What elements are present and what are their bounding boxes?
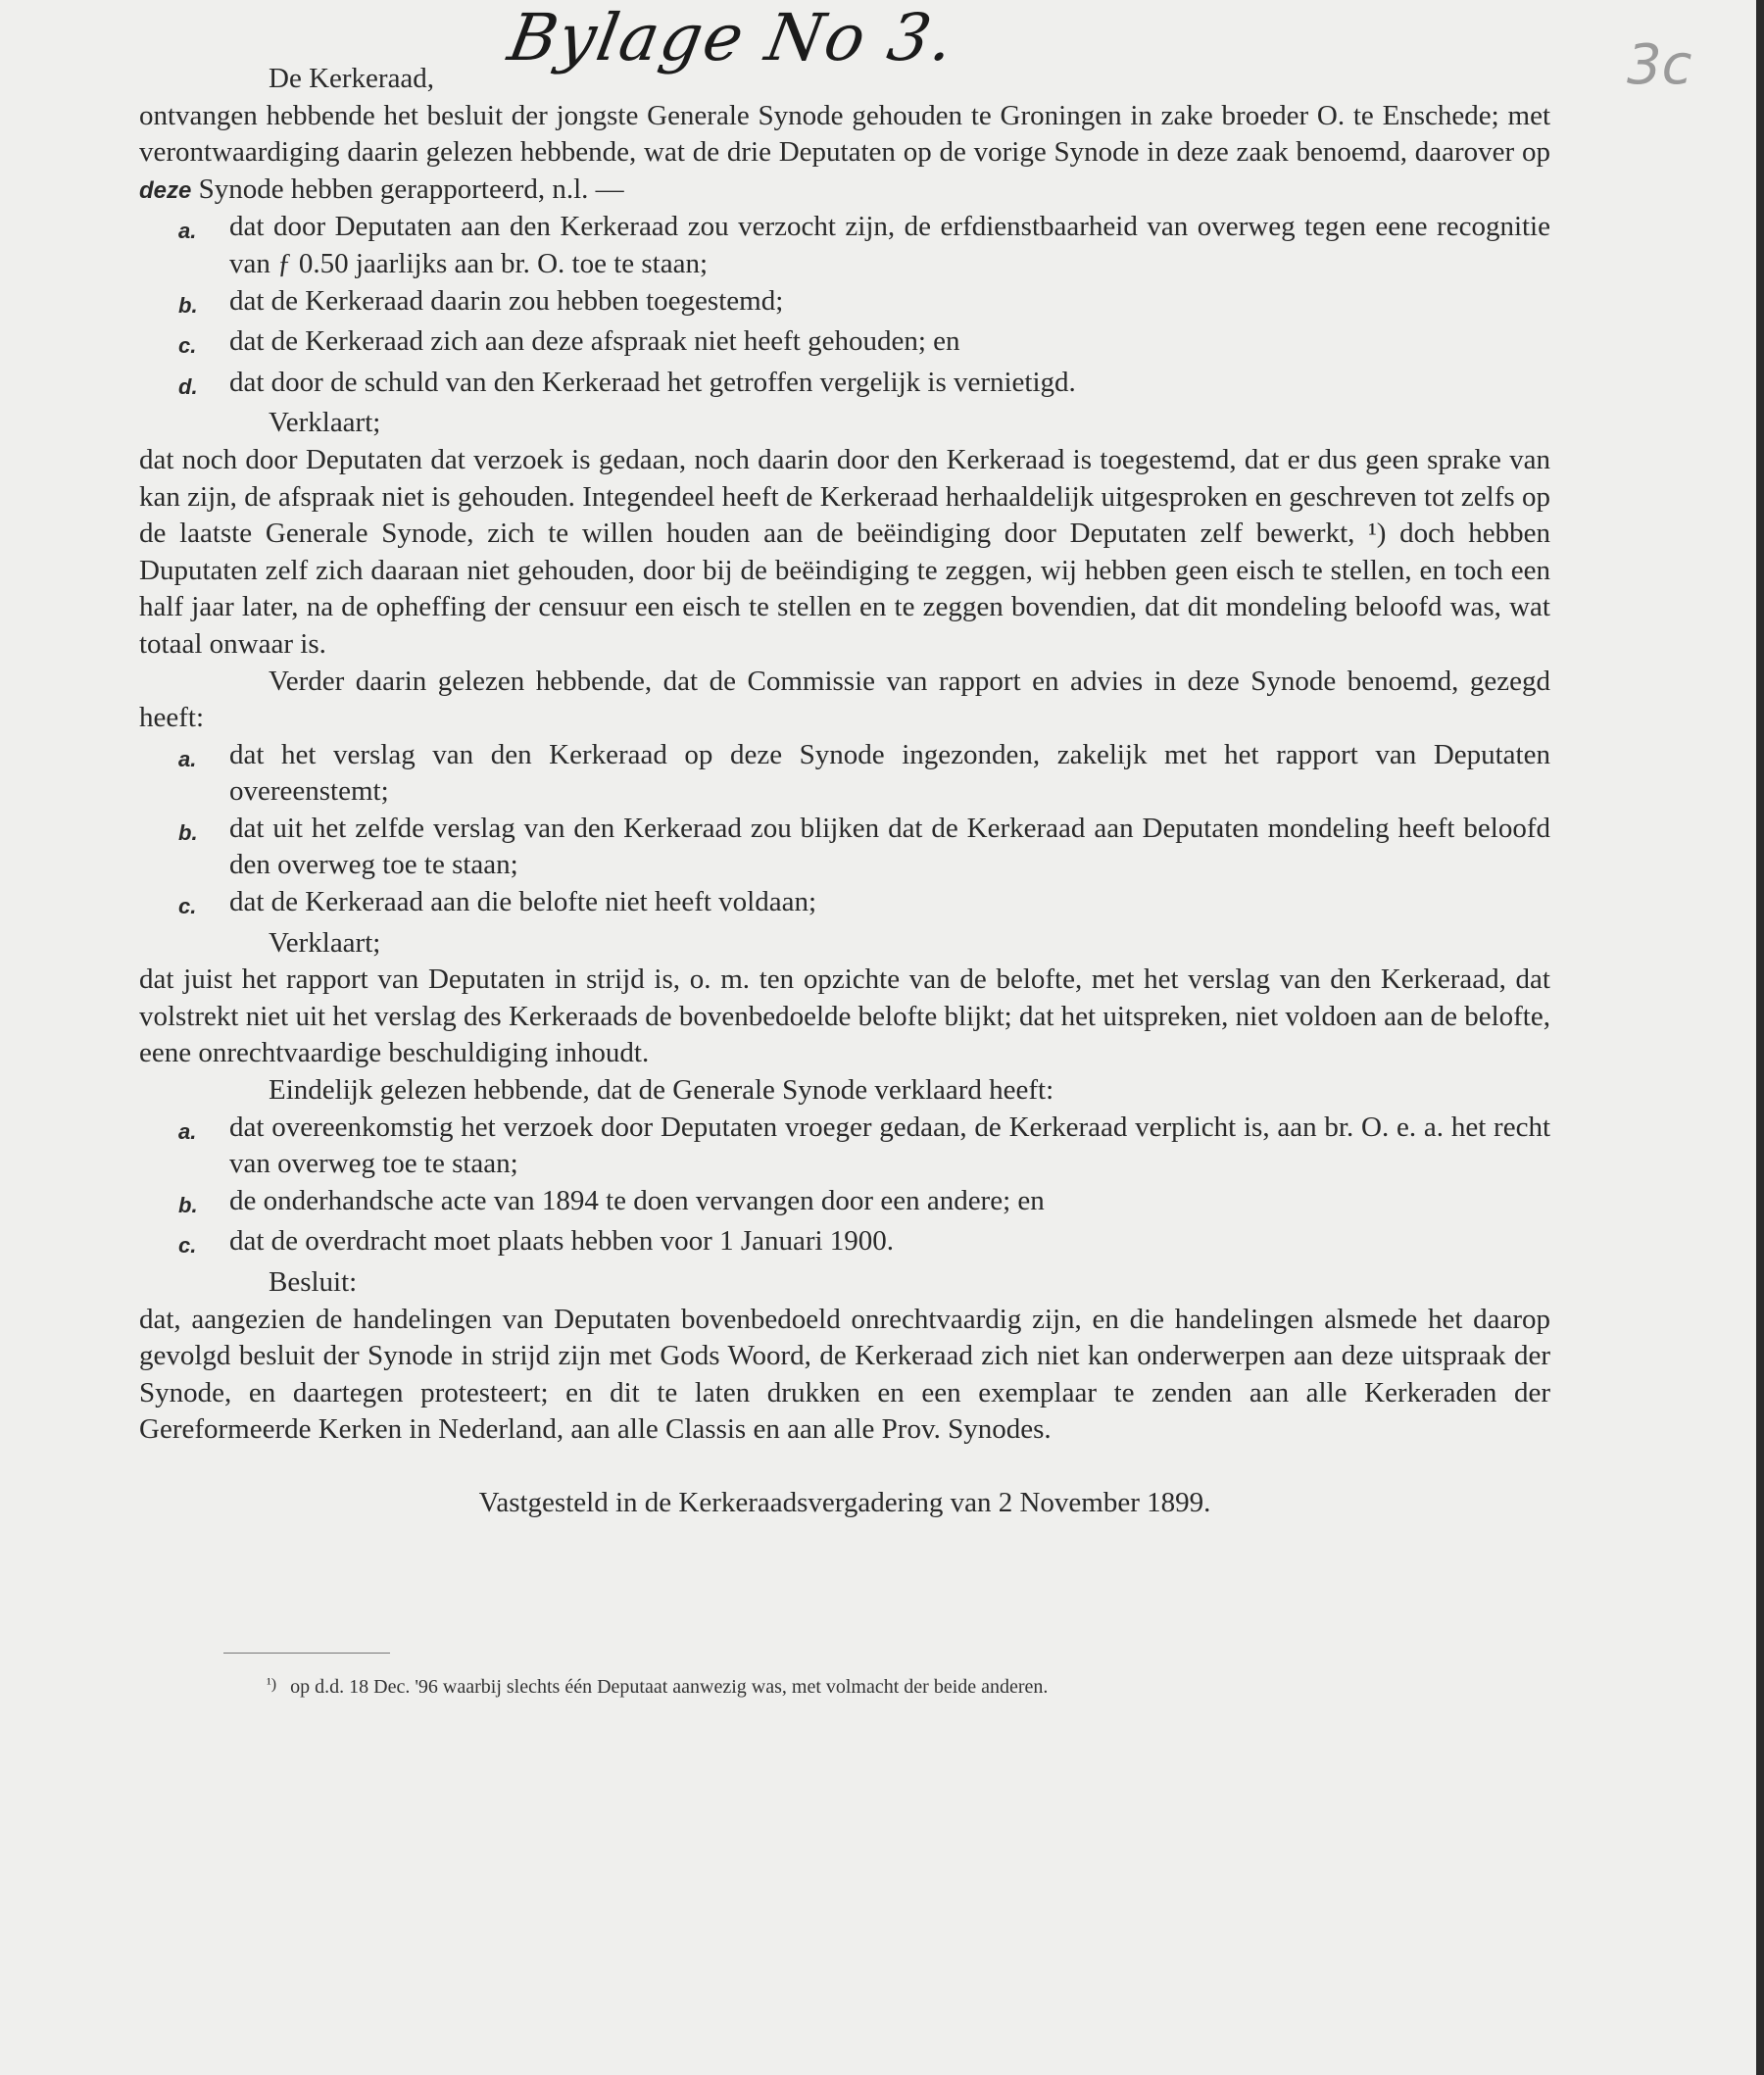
scan-edge	[1756, 0, 1764, 2075]
footnote-text: op d.d. 18 Dec. '96 waarbij slechts één Deputaat aanwezig was, met volmacht der beide anderen.	[290, 1676, 1049, 1698]
intro-paragraph	[139, 98, 1550, 210]
list-label: b.	[178, 292, 198, 318]
intro-emphasis: deze	[139, 176, 192, 204]
list-item	[178, 811, 1550, 884]
list-label: a.	[178, 1118, 197, 1144]
verder-paragraph: Verder daarin gelezen hebbende, dat de Commissie van rapport en advies in deze Synode benoemd, gezegd heeft:	[139, 665, 1550, 734]
document-body	[139, 61, 1550, 1522]
list-text: dat door de schuld van den Kerkeraad het getroffen vergelijk is vernietigd.	[229, 366, 1076, 398]
list-text: dat de overdracht moet plaats hebben voor 1 Januari 1900.	[229, 1225, 895, 1258]
list-item	[178, 365, 1550, 406]
list-label: c.	[178, 894, 197, 919]
besluit-heading: Besluit:	[269, 1266, 358, 1298]
list-text: de onderhandsche acte van 1894 te doen vervangen door een andere; en	[229, 1184, 1045, 1216]
list-text: dat het verslag van den Kerkeraad op deze Synode ingezonden, zakelijk met het rapport van Deputaten overeenstemt;	[229, 738, 1550, 808]
list-text: dat de Kerkeraad zich aan deze afspraak niet heeft gehouden; en	[229, 325, 960, 358]
list-item	[178, 1183, 1550, 1224]
list-item	[178, 283, 1550, 324]
list-label: d.	[178, 373, 198, 399]
list-label: b.	[178, 1192, 198, 1217]
intro-text-end: Synode hebben gerapporteerd, n.l. —	[198, 173, 624, 205]
list-text: dat uit het zelfde verslag van den Kerkeraad zou blijken dat de Kerkeraad aan Deputaten mondeling heeft beloofd den overweg toe te staan;	[229, 812, 1550, 881]
list-label: c.	[178, 333, 197, 359]
list-item	[178, 884, 1550, 925]
intro-text: ontvangen hebbende het besluit der jongste Generale Synode gehouden te Groningen in zake broeder O. te Enschede; met verontwaardiging daarin gelezen hebbende, wat de drie Deputaten op de vorige Synode in deze zaak benoemd, daarover op	[139, 99, 1550, 169]
list-text: dat overeenkomstig het verzoek door Deputaten vroeger gedaan, de Kerkeraad verplicht is, aan br. O. e. a. het recht van overweg toe te staan;	[229, 1111, 1550, 1180]
list-text: dat door Deputaten aan den Kerkeraad zou verzocht zijn, de erfdienstbaarheid van overweg tegen eene recognitie van ƒ 0.50 jaarlijks aan br. O. toe te staan;	[229, 211, 1550, 279]
footnote-mark: ¹)	[267, 1676, 277, 1693]
list-item	[178, 209, 1550, 282]
salutation: De Kerkeraad,	[269, 63, 435, 94]
closing-line: Vastgesteld in de Kerkeraadsvergadering van 2 November 1899.	[478, 1486, 1211, 1518]
list-label: a.	[178, 746, 197, 771]
verklaart-paragraph: dat juist het rapport van Deputaten in strijd is, o. m. ten opzichte van de belofte, met het verslag van den Kerkeraad, dat volstrekt niet uit het verslag des Kerkeraads de bovenbedoelde belofte blijkt; dat het uitspreken, niet voldoen aan de belofte, eene onrechtvaardige beschuldiging inhoudt.	[139, 963, 1550, 1069]
list-item	[178, 1110, 1550, 1183]
verklaart-heading: Verklaart;	[269, 926, 381, 959]
list-item	[178, 323, 1550, 365]
list-label: c.	[178, 1233, 197, 1259]
eindelijk-paragraph: Eindelijk gelezen hebbende, dat de Generale Synode verklaard heeft:	[269, 1074, 1054, 1107]
verklaart-paragraph: dat noch door Deputaten dat verzoek is gedaan, noch daarin door den Kerkeraad is toegestemd, dat er dus geen sprake van kan zijn, de afspraak niet is gehouden. Integendeel heeft de Kerkeraad herhaaldelijk uitgesproken en geschreven tot zelfs op de laatste Generale Synode, zich te willen houden aan de beëindiging door Deputaten zelf bewerkt, ¹) doch hebben Duputaten zelf zich daaraan niet gehouden, door bij de beëindiging te zeggen, wij hebben geen eisch te stellen, en toch een half jaar later, na de opheffing der censuur een eisch te stellen en te zeggen bovendien, dat dit mondeling beloofd was, wat totaal onwaar is.	[139, 443, 1550, 660]
besluit-paragraph: dat, aangezien de handelingen van Deputaten bovenbedoeld onrechtvaardig zijn, en die handelingen alsmede het daarop gevolgd besluit der Synode in strijd zijn met Gods Woord, de Kerkeraad zich niet kan onderwerpen aan deze uitspraak der Synode, en daartegen protesteert; en dit te laten drukken en een exemplaar te zenden aan alle Kerkeraden der Gereformeerde Kerken in Nederland, aan alle Classis en aan alle Prov. Synodes.	[139, 1303, 1550, 1446]
pencil-page-mark: 3c	[1627, 33, 1692, 97]
list-text: dat de Kerkeraad daarin zou hebben toegestemd;	[229, 284, 784, 317]
list-label: a.	[178, 219, 197, 244]
handwritten-heading: Bylage No 3.	[503, 0, 961, 75]
list-item	[178, 1223, 1550, 1264]
list-text: dat de Kerkeraad aan die belofte niet heeft voldaan;	[229, 886, 817, 918]
list-label: b.	[178, 819, 198, 845]
verklaart-heading: Verklaart;	[269, 407, 381, 439]
footnote-divider	[223, 1653, 390, 1654]
footnote	[267, 1676, 1048, 1699]
list-item	[178, 737, 1550, 811]
